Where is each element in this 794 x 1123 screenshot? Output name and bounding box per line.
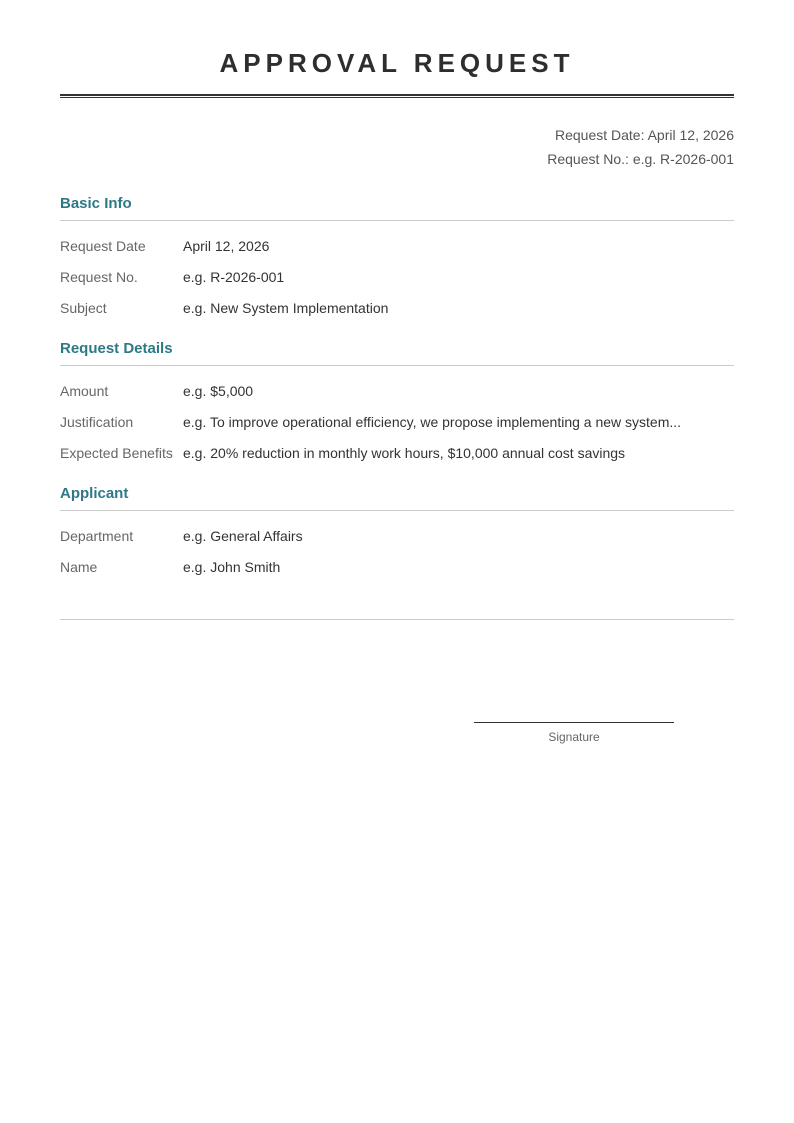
- meta-request-date: Request Date: April 12, 2026: [554, 127, 734, 143]
- row-request-no: [60, 262, 734, 293]
- field-label: Amount: [60, 383, 109, 399]
- field-label: Justification: [60, 414, 134, 430]
- document-page: [60, 0, 734, 620]
- section-title-applicant: Applicant: [60, 481, 734, 511]
- row-subject: [60, 293, 734, 324]
- signature-line: [474, 722, 674, 744]
- row-expected-benefits: [60, 438, 734, 469]
- row-department: [60, 521, 734, 552]
- field-label: Subject: [60, 300, 107, 316]
- basic-info-rows: [60, 231, 734, 324]
- row-request-date: [60, 231, 734, 262]
- field-value: April 12, 2026: [183, 238, 270, 254]
- document-meta: [60, 123, 734, 171]
- field-label: Request No.: [60, 269, 138, 285]
- field-value: e.g. 20% reduction in monthly work hours, $10,000 annual cost savings: [183, 445, 626, 461]
- signature-label: Signature: [548, 730, 600, 744]
- meta-request-no: Request No.: e.g. R-2026-001: [547, 151, 734, 167]
- section-basic-info: [60, 191, 734, 324]
- request-details-rows: [60, 376, 734, 469]
- field-value: e.g. New System Implementation: [183, 300, 389, 316]
- field-value: e.g. $5,000: [183, 383, 254, 399]
- section-request-details: [60, 336, 734, 469]
- section-title-request-details: Request Details: [60, 336, 734, 366]
- section-applicant: [60, 481, 734, 583]
- row-justification: [60, 407, 734, 438]
- field-label: Name: [60, 559, 98, 575]
- document-title: APPROVAL REQUEST: [219, 48, 575, 78]
- field-label: Expected Benefits: [60, 445, 173, 461]
- section-title-basic-info: Basic Info: [60, 191, 734, 221]
- field-value: e.g. R-2026-001: [183, 269, 285, 285]
- row-amount: [60, 376, 734, 407]
- field-value: e.g. General Affairs: [183, 528, 303, 544]
- applicant-rows: [60, 521, 734, 583]
- field-value: e.g. John Smith: [183, 559, 281, 575]
- field-label: Request Date: [60, 238, 146, 254]
- row-name: [60, 552, 734, 583]
- field-value: e.g. To improve operational efficiency, we propose implementing a new system...: [183, 414, 682, 430]
- content-end-divider: [60, 619, 734, 620]
- field-label: Department: [60, 528, 134, 544]
- title-divider: [60, 94, 734, 98]
